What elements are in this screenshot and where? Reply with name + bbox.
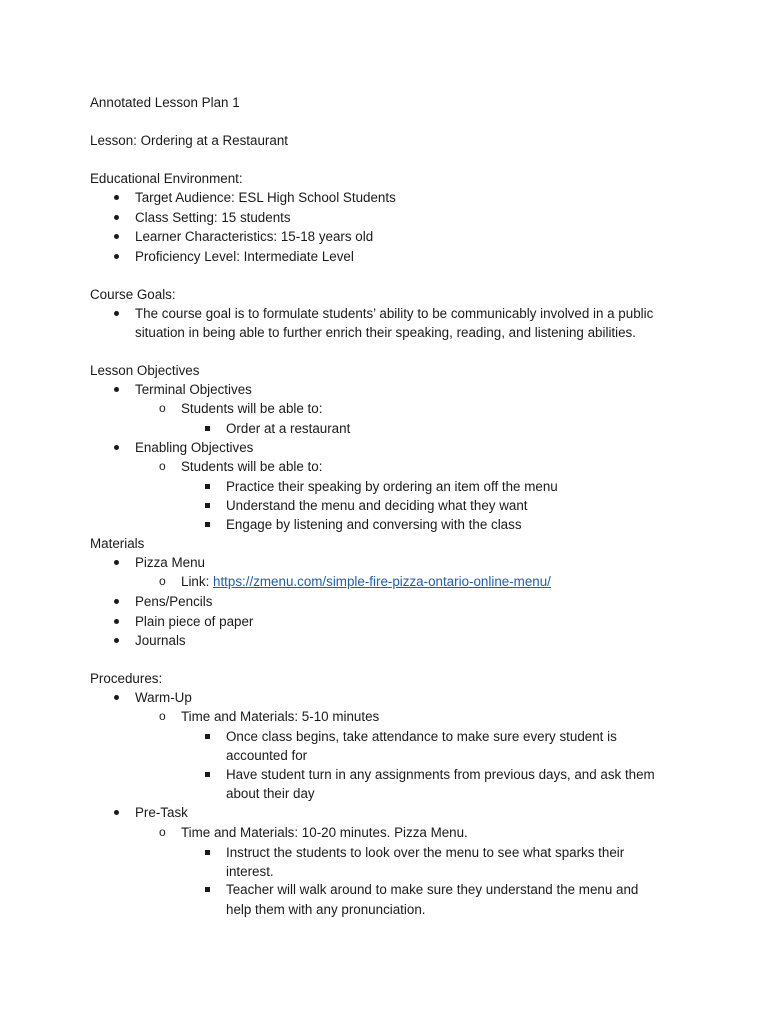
warmup-step: accounted for <box>226 748 308 763</box>
pretask-label: Pre-Task <box>135 805 188 820</box>
enabling-sub: Students will be able to: <box>181 459 323 474</box>
warmup-label: Warm-Up <box>135 690 192 705</box>
materials-heading: Materials <box>90 536 145 551</box>
material-item: Pens/Pencils <box>135 594 213 609</box>
lesson-title: Lesson: Ordering at a Restaurant <box>90 133 288 148</box>
environment-item: Learner Characteristics: 15-18 years old <box>135 229 374 244</box>
course-goal-text: The course goal is to formulate students’ ability to be communicably involved in a public <box>135 306 654 321</box>
warmup-step: Have student turn in any assignments from previous days, and ask them <box>226 767 655 782</box>
pretask-time: Time and Materials: 10-20 minutes. Pizza Menu. <box>181 825 468 840</box>
link-label: Link: <box>181 574 214 589</box>
pretask-step: Teacher will walk around to make sure they understand the menu and <box>226 882 639 897</box>
procedures-heading: Procedures: <box>90 671 163 686</box>
terminal-item: Order at a restaurant <box>226 421 351 436</box>
pretask-step: help them with any pronunciation. <box>226 902 426 917</box>
objectives-heading: Lesson Objectives <box>90 363 200 378</box>
enabling-item: Understand the menu and deciding what they want <box>226 498 528 513</box>
terminal-sub: Students will be able to: <box>181 401 323 416</box>
environment-item: Target Audience: ESL High School Students <box>135 190 396 205</box>
menu-link[interactable]: https://zmenu.com/simple-fire-pizza-ontario-online-menu/ <box>213 574 551 589</box>
course-goals-heading: Course Goals: <box>90 287 176 302</box>
environment-heading: Educational Environment: <box>90 171 243 186</box>
warmup-step: Once class begins, take attendance to make sure every student is <box>226 729 617 744</box>
menu-link-line <box>181 572 551 591</box>
document-title: Annotated Lesson Plan 1 <box>90 95 240 110</box>
pretask-step: interest. <box>226 864 274 879</box>
material-item: Plain piece of paper <box>135 614 254 629</box>
warmup-time: Time and Materials: 5-10 minutes <box>181 709 380 724</box>
enabling-objectives: Enabling Objectives <box>135 440 254 455</box>
enabling-item: Engage by listening and conversing with the class <box>226 517 522 532</box>
environment-item: Class Setting: 15 students <box>135 210 291 225</box>
terminal-objectives: Terminal Objectives <box>135 382 252 397</box>
course-goal-text: situation in being able to further enrich their speaking, reading, and listening abilities. <box>135 325 636 340</box>
environment-item: Proficiency Level: Intermediate Level <box>135 249 354 264</box>
warmup-step: about their day <box>226 786 315 801</box>
material-item: Journals <box>135 633 186 648</box>
material-item: Pizza Menu <box>135 555 205 570</box>
pretask-step: Instruct the students to look over the menu to see what sparks their <box>226 845 625 860</box>
enabling-item: Practice their speaking by ordering an item off the menu <box>226 479 558 494</box>
